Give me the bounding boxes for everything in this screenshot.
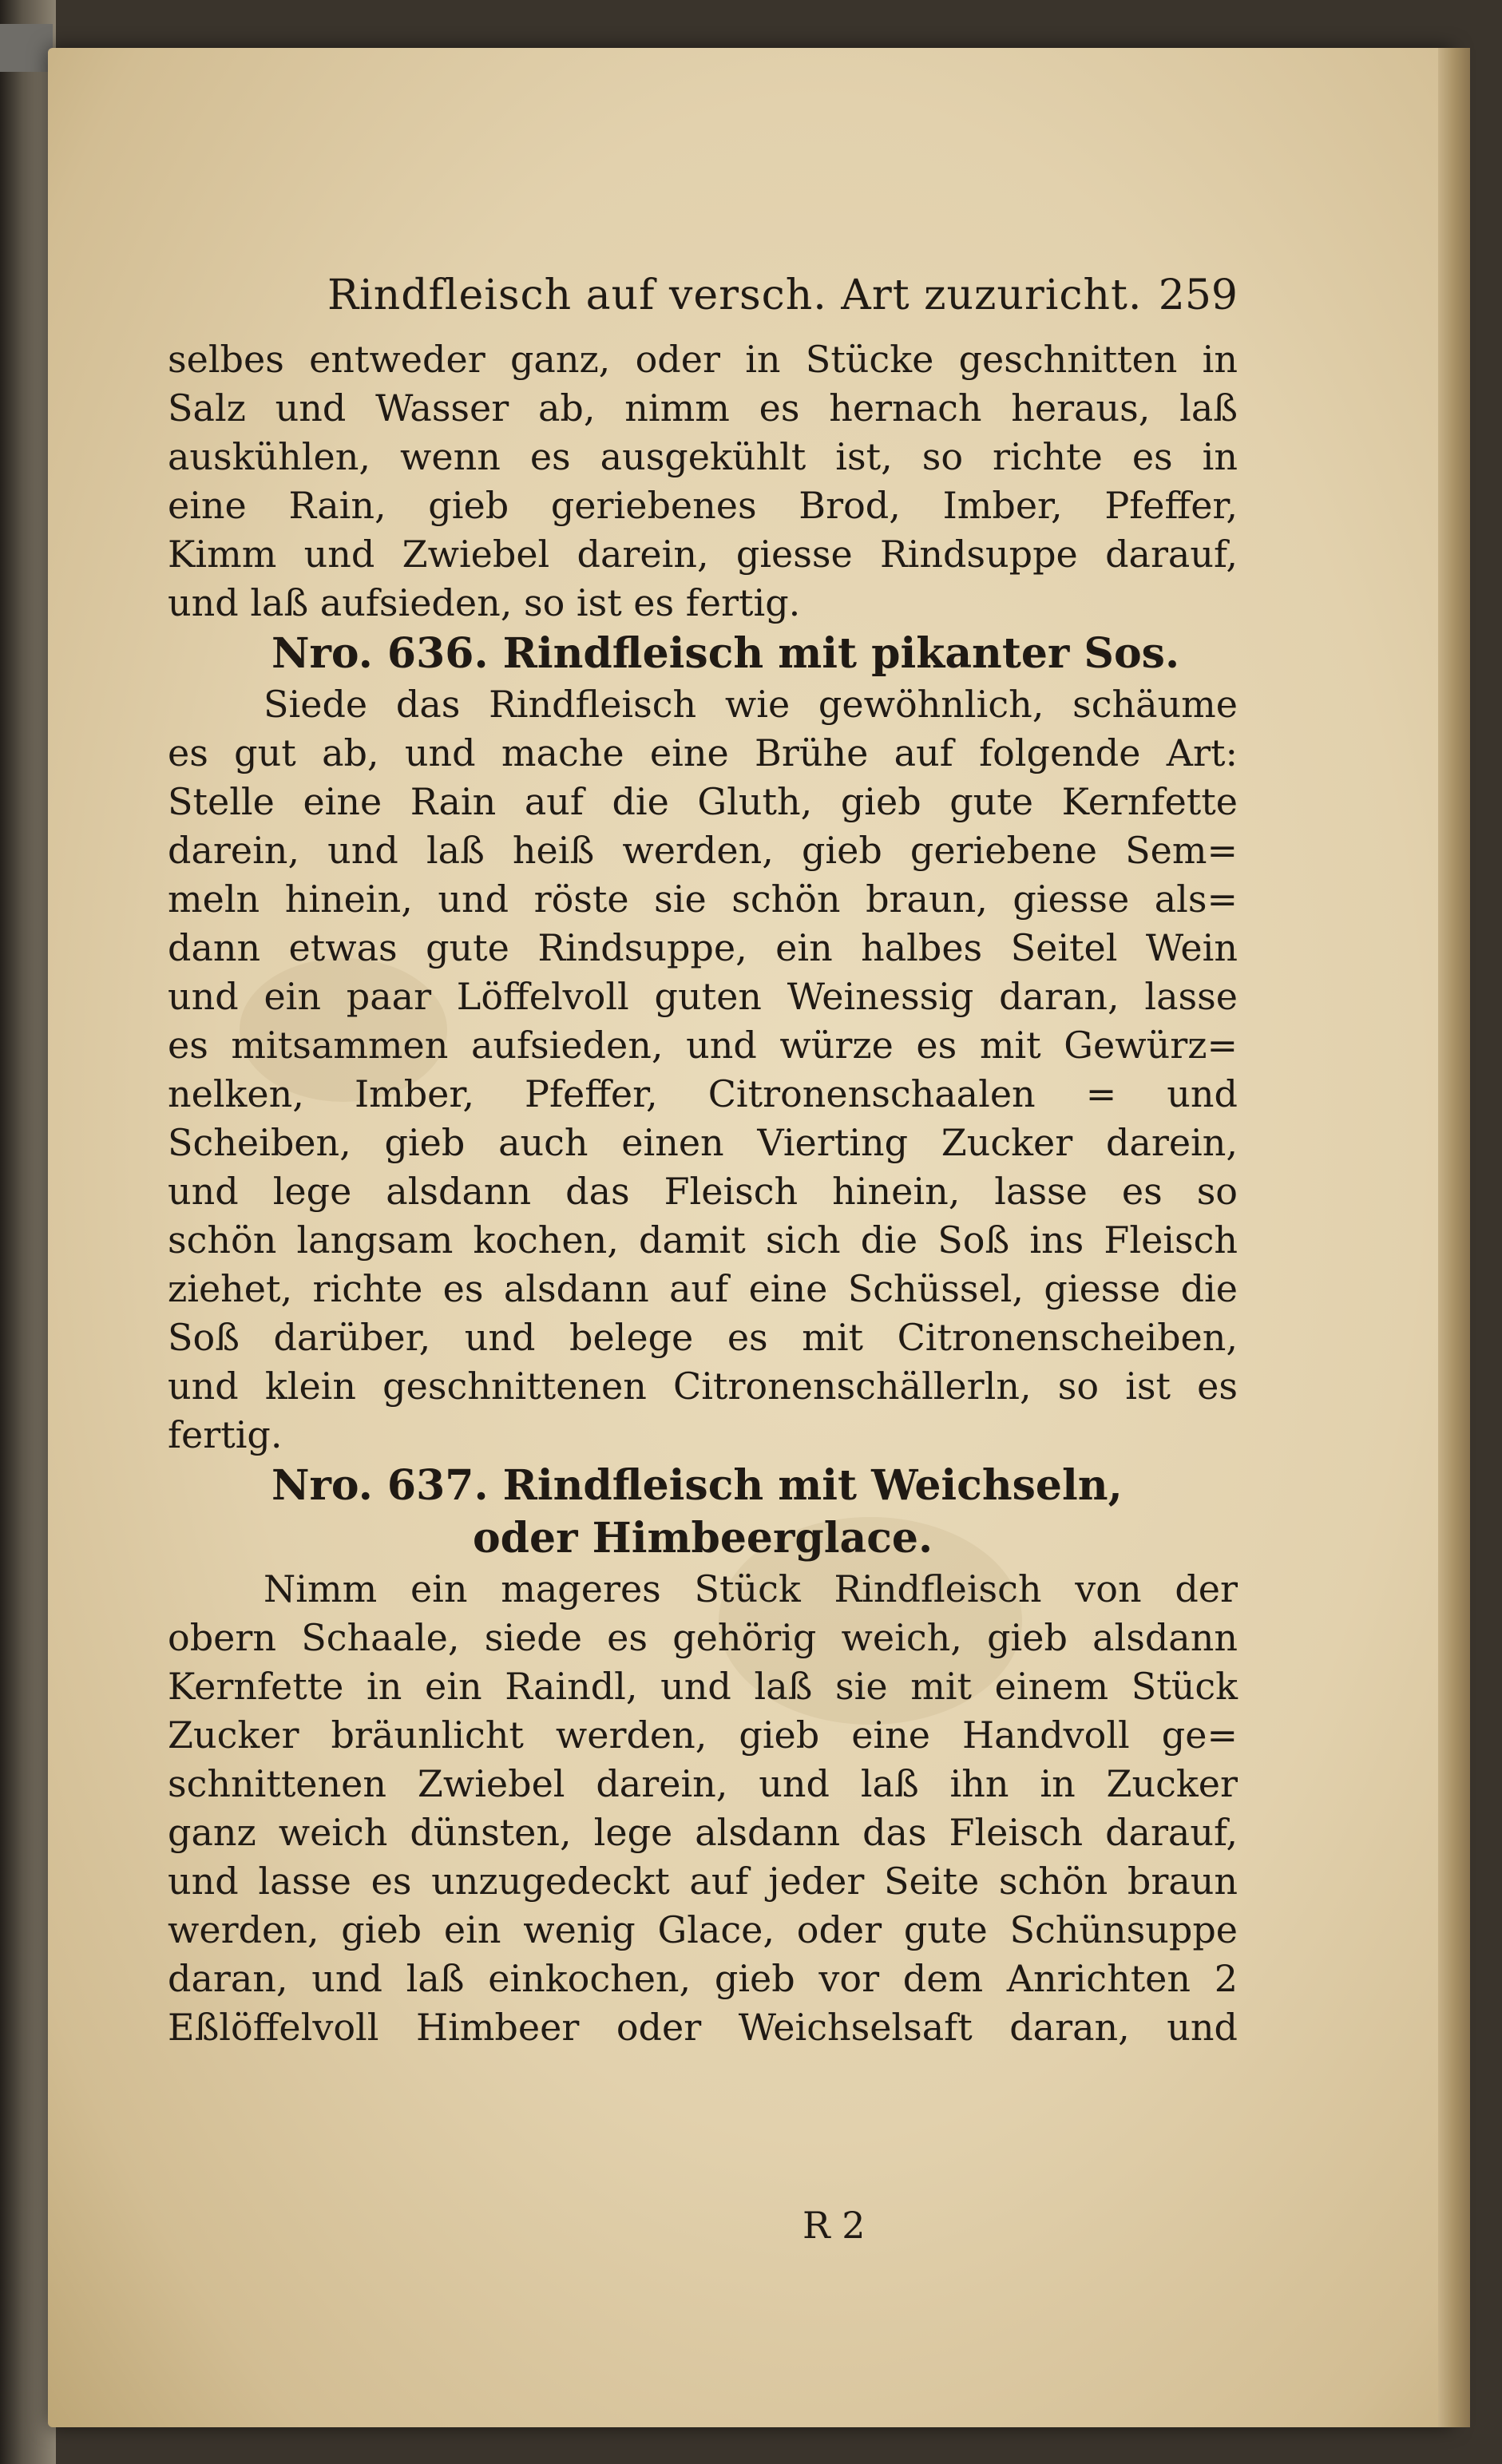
text-line: selbes entweder ganz, oder in Stücke geschnitten in — [168, 338, 1238, 381]
text-line: es gut ab, und mache eine Brühe auf folgende Art: — [168, 731, 1238, 774]
text-line: Stelle eine Rain auf die Gluth, gieb gute Kernfette — [168, 780, 1238, 823]
text-line: Siede das Rindfleisch wie gewöhnlich, schäume — [264, 683, 1238, 726]
running-head-title: Rindfleisch auf versch. Art zuzuricht. — [327, 271, 1143, 319]
text-line: meln hinein, und röste sie schön braun, giesse als= — [168, 877, 1238, 921]
text-line: schnittenen Zwiebel darein, und laß ihn in Zucker — [168, 1762, 1238, 1805]
text-line: und lasse es unzugedeckt auf jeder Seite schön braun — [168, 1860, 1238, 1903]
text-line: obern Schaale, siede es gehörig weich, gieb alsdann — [168, 1616, 1238, 1659]
text-line: ganz weich dünsten, lege alsdann das Fleisch darauf, — [168, 1811, 1238, 1854]
text-line: daran, und laß einkochen, gieb vor dem Anrichten 2 — [168, 1957, 1238, 2000]
text-line: Salz und Wasser ab, nimm es hernach heraus, laß — [168, 386, 1238, 430]
page-text — [168, 263, 1238, 2052]
text-line: darein, und laß heiß werden, gieb geriebene Sem= — [168, 829, 1238, 872]
signature-mark: R 2 — [803, 2204, 866, 2247]
binding-tab — [0, 24, 53, 72]
text-line: werden, gieb ein wenig Glace, oder gute Schünsuppe — [168, 1908, 1238, 1951]
text-line: auskühlen, wenn es ausgekühlt ist, so richte es in — [168, 435, 1238, 478]
recipe-heading-636: Nro. 636. Rindfleisch mit pikanter Sos. — [271, 629, 1180, 678]
text-line: Zucker bräunlicht werden, gieb eine Handvoll ge= — [168, 1713, 1238, 1757]
text-line: Scheiben, gieb auch einen Vierting Zucker darein, — [168, 1121, 1238, 1164]
text-line: und lege alsdann das Fleisch hinein, lasse es so — [168, 1170, 1238, 1213]
text-line: nelken, Imber, Pfeffer, Citronenschaalen = und — [168, 1072, 1238, 1115]
text-line: Nimm ein mageres Stück Rindfleisch von der — [264, 1567, 1238, 1610]
page-edge-stack — [1438, 48, 1470, 2427]
text-line: und ein paar Löffelvoll guten Weinessig daran, lasse — [168, 975, 1238, 1018]
text-line: Kimm und Zwiebel darein, giesse Rindsuppe darauf, — [168, 533, 1238, 576]
page-number: 259 — [1158, 271, 1238, 319]
text-line: und klein geschnittenen Citronenschällerln, so ist es — [168, 1365, 1238, 1408]
text-line: eine Rain, gieb geriebenes Brod, Imber, Pfeffer, — [168, 484, 1238, 527]
running-head — [168, 263, 1238, 335]
recipe-heading-637-subtitle: oder Himbeerglace. — [472, 1514, 933, 1563]
text-line: schön langsam kochen, damit sich die Soß ins Fleisch — [168, 1218, 1238, 1262]
text-line: dann etwas gute Rindsuppe, ein halbes Seitel Wein — [168, 926, 1238, 969]
text-line: Eßlöffelvoll Himbeer oder Weichselsaft daran, und — [168, 2006, 1238, 2049]
text-line: Soß darüber, und belege es mit Citronenscheiben, — [168, 1316, 1238, 1359]
text-line: ziehet, richte es alsdann auf eine Schüssel, giesse die — [168, 1267, 1238, 1310]
recipe-heading-637: Nro. 637. Rindfleisch mit Weichseln, — [271, 1461, 1123, 1510]
text-line: und laß aufsieden, so ist es fertig. — [168, 581, 801, 624]
text-line: es mitsammen aufsieden, und würze es mit Gewürz= — [168, 1024, 1238, 1067]
text-line: fertig. — [168, 1413, 283, 1456]
text-line: Kernfette in ein Raindl, und laß sie mit einem Stück — [168, 1665, 1238, 1708]
